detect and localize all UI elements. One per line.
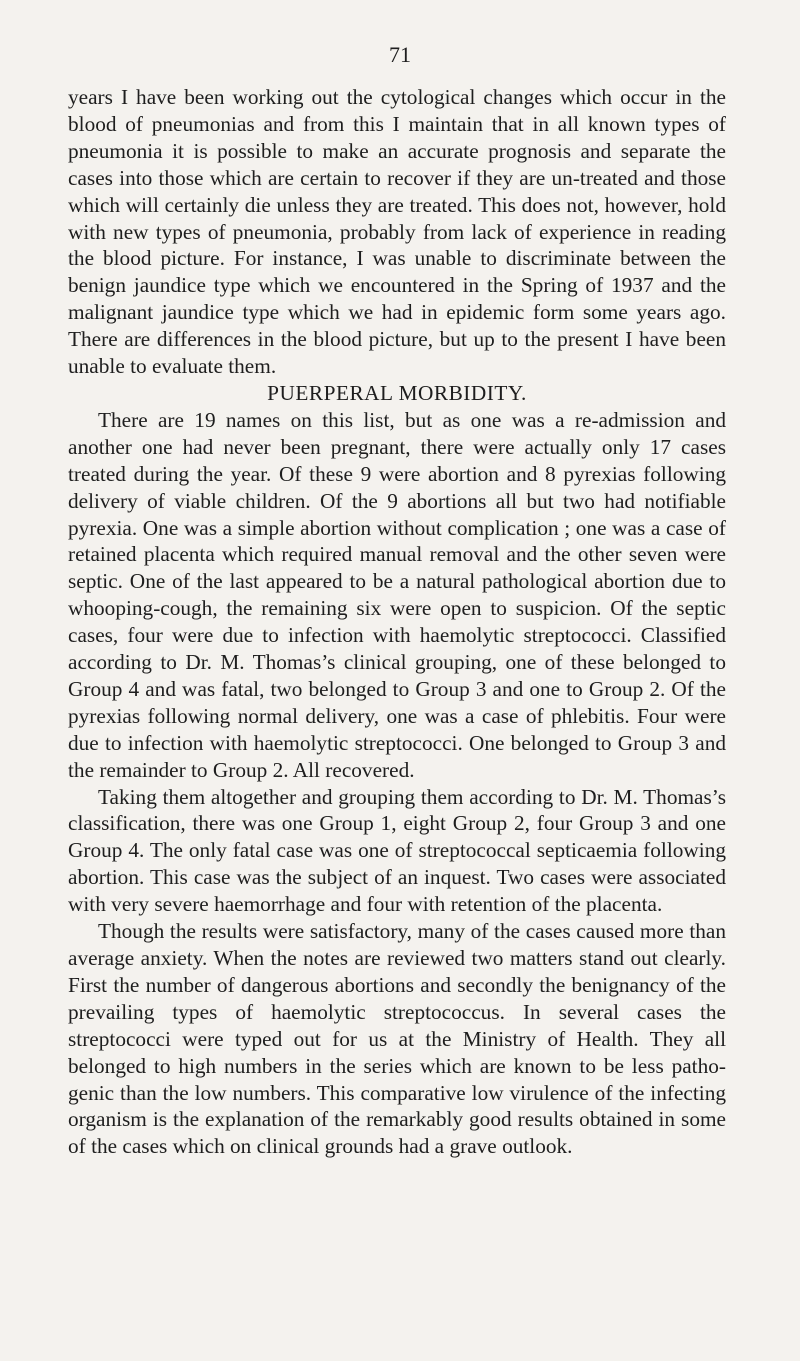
section-heading-puerperal-morbidity: PUERPERAL MORBIDITY. [267,380,527,405]
paragraph-pneumonia-prognosis: years I have been working out the cytological changes which occur in the blood of pneumonias and from this I maintain that in all known types of pneumonia it is possible to make an accurate prognosis and separate the cases into those which are certain to recover if they are un-treated and those which will certainly die unless they are treated. This does not, however, hold with new types of pneumonia, probably from lack of experience in reading the blood picture. For instance, I was unable to discriminate between the benign jaundice type which we encountered in the Spring of 1937 and the malignant jaundice type which we had in epidemic form some years ago. There are differences in the blood picture, but up to the present I have been unable to evaluate them. [68,85,726,379]
paragraph-puerperal-cases: There are 19 names on this list, but as one was a re-admission and another one had never been pregnant, there were actually only 17 cases treated during the year. Of these 9 were abortion and 8 pyrexias following delivery of viable children. Of the 9 abortions all but two had notifiable pyrexia. One was a simple abortion without complication ; one was a case of retained placenta which required manual removal and the other seven were septic. One of the last appeared to be a natural pathological abortion due to whooping-cough, the remaining six were open to suspicion. Of the septic cases, four were due to infection with haemolytic streptococci. Classified according to Dr. M. Thomas’s clinical grouping, one of these belonged to Group 4 and was fatal, two belonged to Group 3 and one to Group 2. Of the pyrexias following normal delivery, one was a case of phlebitis. Four were due to infection with haemolytic streptococci. One belonged to Group 3 and the remainder to Group 2. All recovered. [68,407,726,782]
document-page [68,40,726,1340]
paragraph-classification-summary: Taking them altogether and grouping them according to Dr. M. Thomas’s classification, there was one Group 1, eight Group 2, four Group 3 and one Group 4. The only fatal case was one of streptococcal septicaemia following abortion. This case was the subject of an inquest. Two cases were associated with very severe haemorrhage and four with retention of the placenta. [68,784,726,917]
paragraph-results-discussion: Though the results were satisfactory, many of the cases caused more than average anxiety. When the notes are reviewed two matters stand out clearly. First the number of dangerous abortions and secondly the benignancy of the prevailing types of haemolytic streptococcus. In several cases the streptococci were typed out for us at the Ministry of Health. They all belonged to high numbers in the series which are known to be less patho-genic than the low numbers. This comparative low virulence of the infecting organism is the explanation of the remarkably good results obtained in some of the cases which on clinical grounds had a grave outlook. [68,919,726,1159]
page-number: 71 [389,42,411,67]
